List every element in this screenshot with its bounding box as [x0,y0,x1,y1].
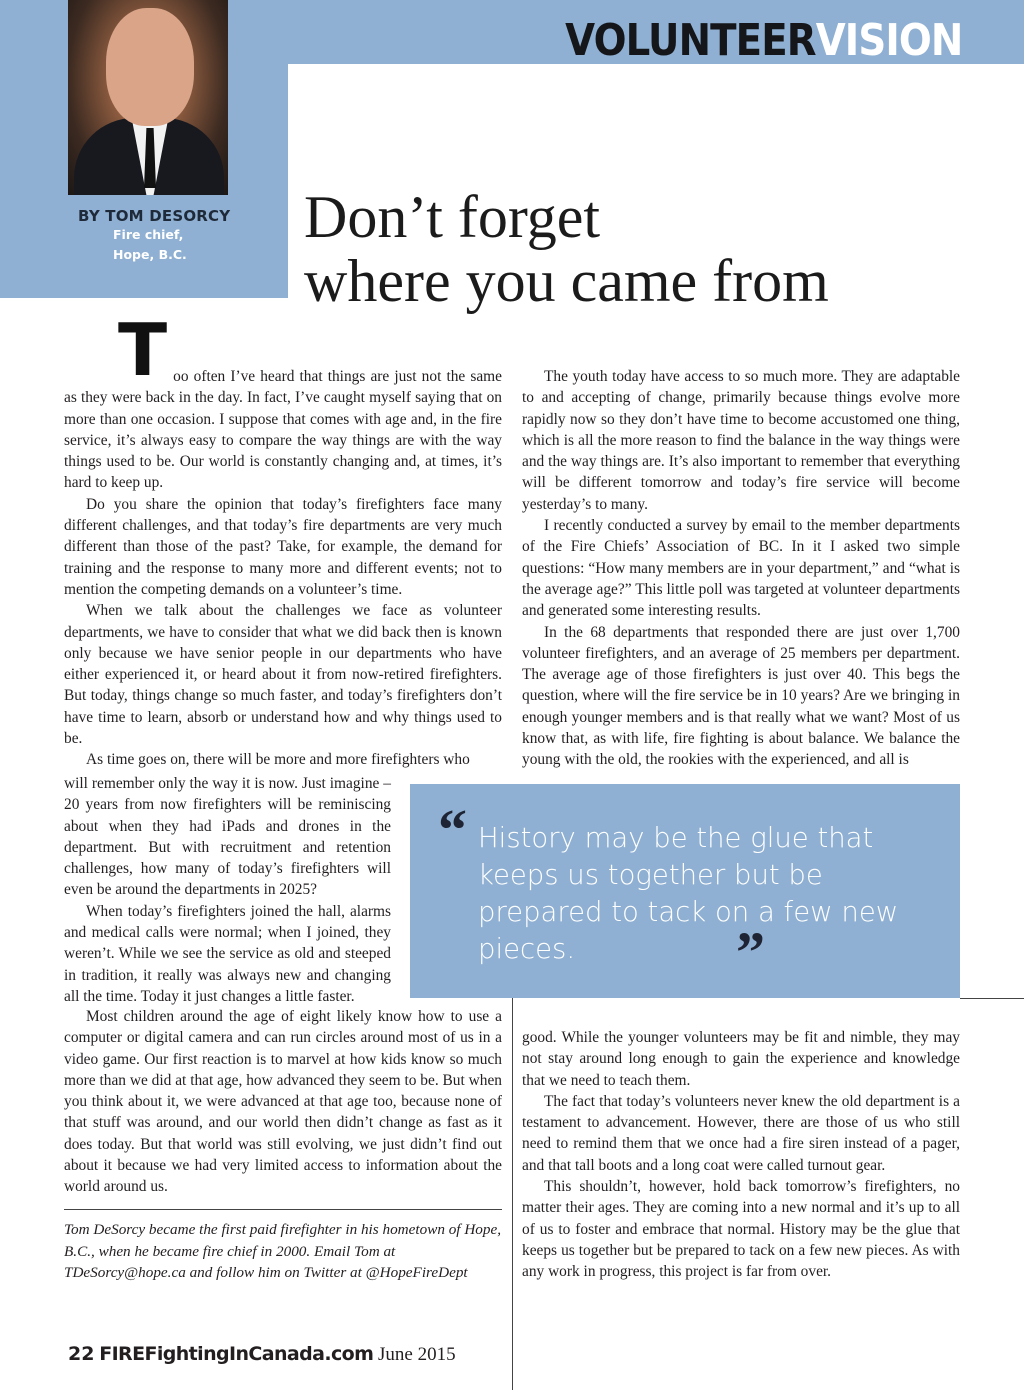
column-1-top [64,308,502,771]
author-location: Hope, B.C. [113,247,187,262]
paragraph-4a: As time goes on, there will be more and more firefighters who [86,751,470,769]
close-quote-mark: ” [736,920,765,985]
column-2-bottom [522,1027,960,1283]
paragraph-10: The fact that today’s volunteers never knew the old department is a testament to advancement. However, there are those of us who still need to remind them that we once had a fire siren instead of a pager, and that tall boots and a long coat were called turnout gear. [522,1092,960,1174]
section-title [564,15,962,66]
bio-divider [64,1209,502,1210]
photo-head [106,8,194,126]
paragraph-3: When we talk about the challenges we face as volunteer departments, we have to consider that what we did back then is known only because we have senior people in our departments who have either experienced it, or heard about it from now-retired firefighters. But today, things change so much faster, and today’s firefighters don’t have time to learn, absorb or understand how and why things used to be. [64,602,502,748]
paragraph-9: In the 68 departments that responded there are just over 1,700 volunteer firefighters, and an average of 25 members per department. The average age of those firefighters is just over 40. This begs the question, where will the fire service be in 10 years? Are we bringing in enough younger members and is that really what we want? Most of us know that, as with life, fire fighting is about balance. We balance the young with the old, the rookies with the experienced, and all is [522,623,960,769]
column-1-narrow [64,773,391,1007]
headline-line2: where you came from [304,248,829,314]
paragraph-4b: will remember only the way it is now. Just imagine – 20 years from now firefighters will be reminiscing about when they had iPads and drones in the department. But with recruitment and retention challenges, how many of today’s firefighters will even be around the departments in 2025? [64,775,391,899]
paragraph-5: When today’s firefighters joined the hall, alarms and medical calls were normal; when I joined, they weren’t. While we see the service as old and steeped in tradition, it really was always new and changing all the time. Today it just changes a little faster. [64,902,391,1005]
headline [304,185,1004,313]
column-2-top [522,366,960,771]
author-role: Fire chief, [113,227,184,242]
page-footer [68,1343,456,1366]
paragraph-1-text: oo often I’ve heard that things are just not the same as they were back in the day. In fact, I’ve caught myself saying that on more than one occasion. I suppose that comes with age and, in the fire service, it’s always easy to compare the way things are with the way things used to be. Our world is constantly changing and, at times, it’s hard to keep up. [64,368,502,492]
pull-quote-text: History may be the glue that keeps us together but be prepared to tack on a few new pieces. [478,822,899,965]
publication-name: FIREFightingInCanada.com [99,1343,374,1365]
paragraph-6: Most children around the age of eight likely know how to use a computer or digital camera and can run circles around most of us in a video game. Our first reaction is to marvel at how kids know so much more than we did at that age, how advanced they seem to be. But when you think about it, we were advanced at that age too, because none of that stuff was around, and our world then didn’t change as fast as it does today. But that world was still evolving, we just didn’t find out about it because we had very limited access to information about the world around us. [64,1008,502,1196]
paragraph-9b: good. While the younger volunteers may be fit and nimble, they may not stay around long enough to gain the experience and knowledge that we need to teach them. [522,1029,960,1089]
section-title-part2: VISION [815,15,962,66]
pull-quote [410,784,960,998]
column-divider [512,998,513,1390]
author-name: BY TOM DESORCY [78,207,231,225]
section-title-part1: VOLUNTEER [564,15,816,66]
paragraph-7: The youth today have access to so much more. They are adaptable to and accepting of change, primarily because things evolve more rapidly now so they don’t have time to become accustomed one thing, which is all the more reason to find the balance in the way things were and the way things are. It’s also important to remember that everything will be different tomorrow and today’s fire service will become yesterday’s to many. [522,368,960,513]
byline [78,207,278,265]
author-bio: Tom DeSorcy became the first paid firefighter in his hometown of Hope, B.C., when he became fire chief in 2000. Email Tom at TDeSorcy@hope.ca and follow him on Twitter at @HopeFireDept [64,1221,502,1281]
paragraph-1 [64,308,502,494]
headline-line1: Don’t forget [304,184,601,250]
paragraph-8: I recently conducted a survey by email to the member departments of the Fire Chiefs’ Association of BC. In it I asked two simple questions: “How many members are in your department,” and “what is the average age?” This little poll was targeted at volunteer departments and generated some interesting results. [522,517,960,620]
paragraph-11: This shouldn’t, however, hold back tomorrow’s firefighters, no matter their ages. They are coming into a new normal and it’s up to all of us to foster and embrace that normal. History may be the glue that keeps us together but be prepared to tack on a few new pieces. As with any work in progress, this project is far from over. [522,1178,960,1281]
open-quote-mark: “ [438,797,467,862]
pull-quote-rule [960,998,1024,999]
page-number: 22 [68,1343,95,1365]
issue-date: June 2015 [378,1344,456,1365]
drop-cap: T [118,308,168,392]
paragraph-2: Do you share the opinion that today’s firefighters face many different challenges, and that today’s fire departments are very much different than those of the past? Take, for example, the demand for training and the response to many more and different events; not to mention the competing demands on a volunteer’s time. [64,495,502,598]
author-photo [68,0,228,195]
column-1-bottom [64,1006,502,1198]
